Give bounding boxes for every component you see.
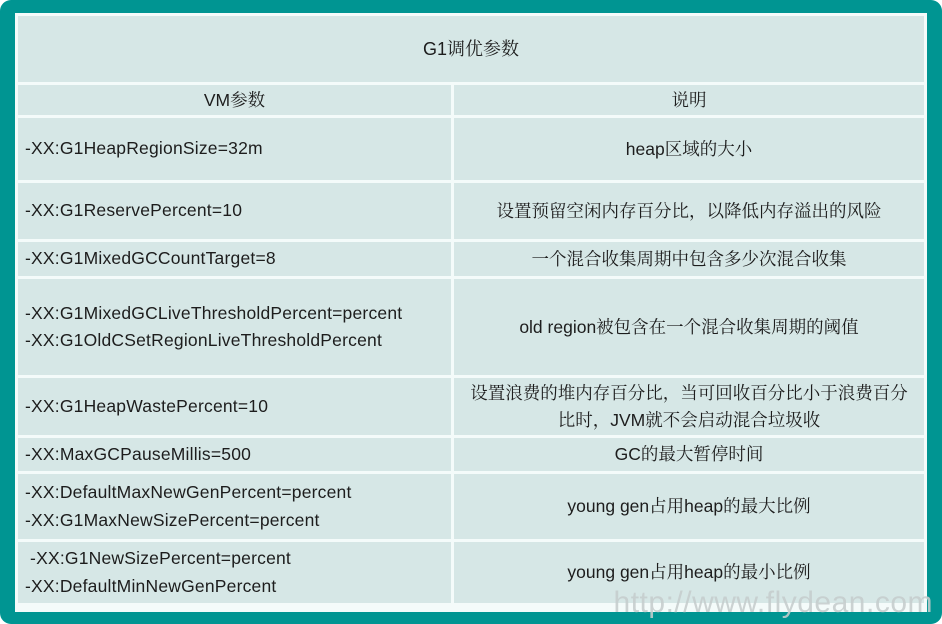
param-cell [18, 378, 451, 435]
desc-cell: 一个混合收集周期中包含多少次混合收集 [454, 242, 924, 276]
desc-cell: young gen占用heap的最大比例 [454, 474, 924, 539]
param-cell [18, 118, 451, 180]
param-cell [18, 542, 451, 603]
param-text: -XX:G1ReservePercent=10 [25, 200, 243, 221]
param-cell [18, 279, 451, 375]
param-text: -XX:G1MaxNewSizePercent=percent [25, 509, 320, 530]
desc-cell: GC的最大暂停时间 [454, 438, 924, 471]
column-header-vm-param: VM参数 [18, 85, 451, 115]
param-text: -XX:G1NewSizePercent=percent [25, 548, 291, 569]
g1-tuning-parameters-table [15, 13, 927, 612]
param-text: -XX:G1HeapWastePercent=10 [25, 395, 269, 416]
param-text: -XX:G1OldCSetRegionLiveThresholdPercent [25, 330, 383, 350]
param-text: -XX:MaxGCPauseMillis=500 [25, 443, 252, 464]
column-header-description: 说明 [454, 85, 924, 115]
param-text: -XX:DefaultMaxNewGenPercent=percent [25, 482, 352, 503]
param-text: -XX:G1MixedGCLiveThresholdPercent=percent [25, 302, 403, 323]
param-cell [18, 438, 451, 471]
param-cell [18, 183, 451, 239]
table-title: G1调优参数 [18, 16, 924, 82]
param-cell [18, 474, 451, 539]
desc-cell: young gen占用heap的最小比例 [454, 542, 924, 603]
desc-cell: heap区域的大小 [454, 118, 924, 180]
param-text: -XX:G1HeapRegionSize=32m [25, 138, 263, 159]
desc-cell: 设置预留空闲内存百分比，以降低内存溢出的风险 [454, 183, 924, 239]
desc-cell: old region被包含在一个混合收集周期的阈值 [454, 279, 924, 375]
param-cell [18, 242, 451, 276]
desc-cell: 设置浪费的堆内存百分比，当可回收百分比小于浪费百分比时，JVM就不会启动混合垃圾收 [454, 378, 924, 435]
watermark-url: http://www.flydean.com [613, 586, 933, 619]
param-text: -XX:DefaultMinNewGenPercent [25, 575, 277, 596]
param-text: -XX:G1MixedGCCountTarget=8 [25, 248, 276, 269]
